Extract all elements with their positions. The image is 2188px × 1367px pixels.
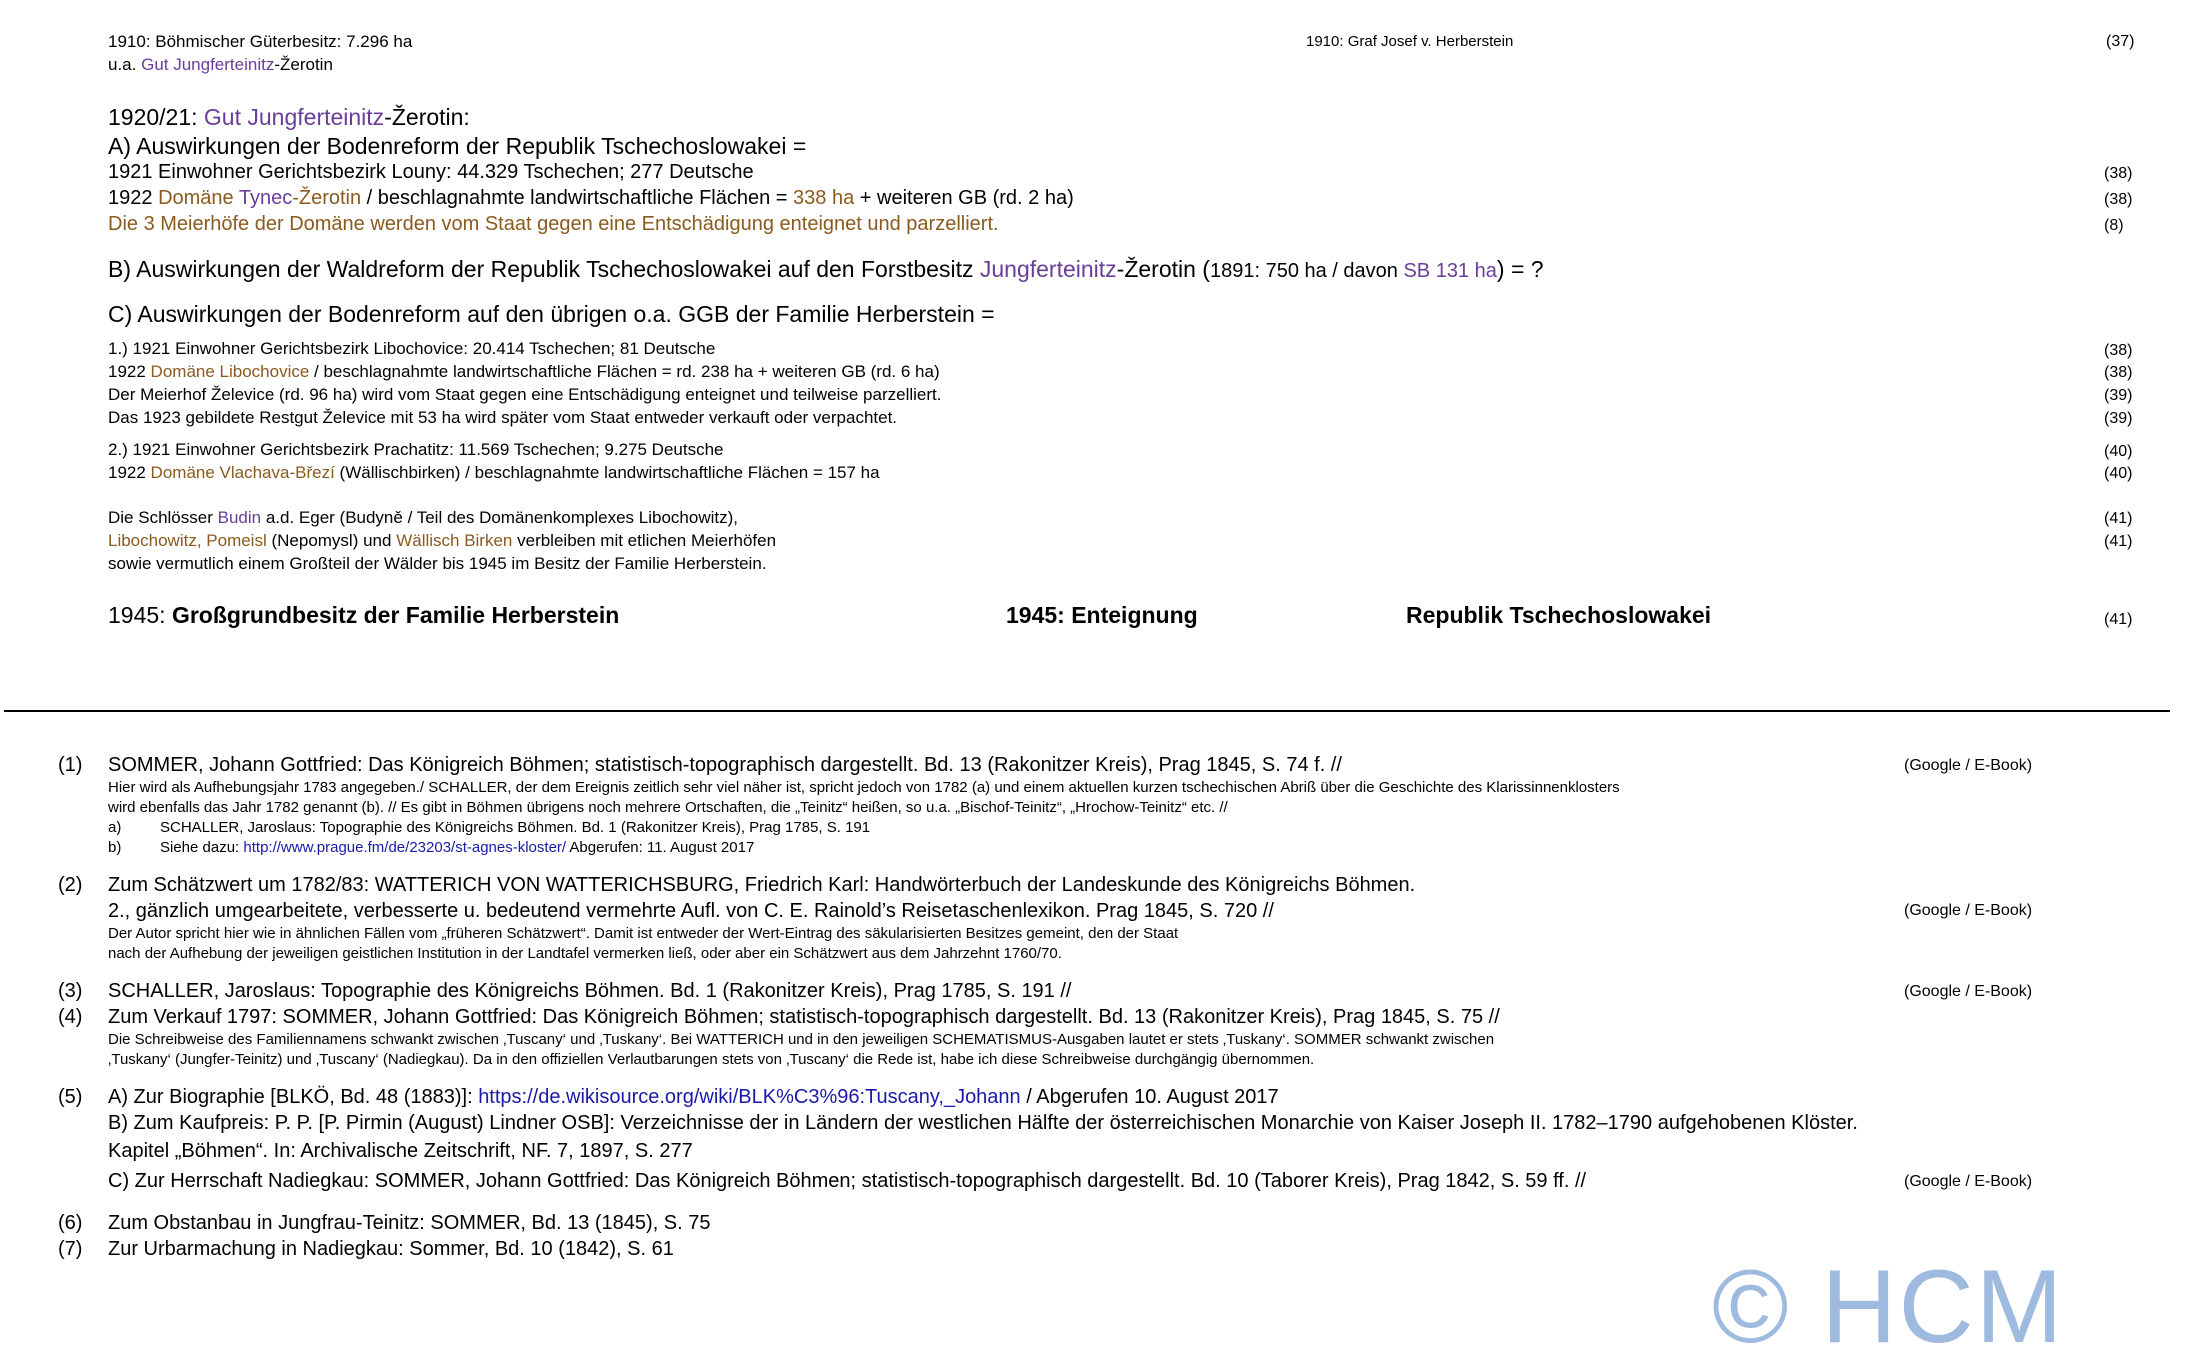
- d-libochowitz-pomeisl: Libochowitz, Pomeisl (Nepomysl) und Wällisch Birken verbleiben mit etlichen Meierhöfen: [108, 531, 777, 550]
- ref-38: (38): [2104, 342, 2133, 359]
- footnote-2-text-2: 2., gänzlich umgearbeitete, verbesserte u. bedeutend vermehrte Aufl. von C. E. Rainold’s Reisetaschenlexikon. Prag 1845, S. 720 //: [108, 900, 1274, 922]
- footnote-5-b: B) Zum Kaufpreis: P. P. [P. Pirmin (August) Lindner OSB]: Verzeichnisse der in Ländern der westlichen Hälfte der österreichischen Monarchie von Kaiser Joseph II. 1782–1790 aufgehobenen Klöster.: [108, 1112, 1858, 1134]
- heading-1920-21: 1920/21: Gut Jungferteinitz-Žerotin:: [108, 104, 470, 130]
- a-meierhoefe: Die 3 Meierhöfe der Domäne werden vom Staat gegen eine Entschädigung enteignet und parzelliert.: [108, 213, 999, 235]
- footnote-6-number: (6): [58, 1212, 83, 1234]
- c-einwohner-libochovice: 1.) 1921 Einwohner Gerichtsbezirk Libochovice: 20.414 Tschechen; 81 Deutsche: [108, 339, 716, 358]
- c-meierhof-zelevice: Der Meierhof Želevice (rd. 96 ha) wird vom Staat gegen eine Entschädigung enteignet und teilweise parzelliert.: [108, 385, 942, 404]
- wikisource-link[interactable]: https://de.wikisource.org/wiki/BLK%C3%96:Tuscany,_Johann: [478, 1086, 1021, 1108]
- footnote-1-number: (1): [58, 754, 83, 776]
- footnote-5-source: (Google / E-Book): [1904, 1173, 2033, 1190]
- footnote-5-number: (5): [58, 1086, 83, 1108]
- footnote-4-sub-1: Die Schreibweise des Familiennamens schwankt zwischen ‚Tuscany‘ und ‚Tuskany‘. Bei WATTERICH und in den jeweiligen SCHEMATISMUS-Ausgaben lautet er stets ‚Tuskany‘. SOMMER schwankt zwischen: [108, 1031, 1495, 1048]
- footnote-7-number: (7): [58, 1238, 83, 1260]
- enteignung-1945: 1945: Enteignung: [1006, 602, 1198, 628]
- section-c-title: C) Auswirkungen der Bodenreform auf den übrigen o.a. GGB der Familie Herberstein =: [108, 301, 995, 327]
- footnote-2-sub-2: nach der Aufhebung der jeweiligen geistlichen Institution in der Landtafel vermerken ließ, oder aber ein Schätzwert aus dem Jahrzehnt 1760/70.: [108, 945, 1062, 962]
- a-domaene-tynec: 1922 Domäne Tynec-Žerotin / beschlagnahmte landwirtschaftliche Flächen = 338 ha + weiteren GB (rd. 2 ha): [108, 187, 1074, 209]
- footnote-3-number: (3): [58, 980, 83, 1002]
- prague-fm-link[interactable]: http://www.prague.fm/de/23203/st-agnes-kloster/: [243, 839, 567, 856]
- footnote-4-sub-2: ‚Tuskany‘ (Jungfer-Teinitz) und ‚Tuscany‘ (Nadiegkau). Da in den offiziellen Verlautbarungen stets von ‚Tuscany‘ die Rede ist, habe ich diese Schreibweise durchgängig übernommen.: [108, 1051, 1315, 1068]
- footnote-3-text: SCHALLER, Jaroslaus: Topographie des Königreichs Böhmen. Bd. 1 (Rakonitzer Kreis), Prag 1785, S. 191 //: [108, 980, 1072, 1002]
- footnote-2-text: Zum Schätzwert um 1782/83: WATTERICH VON WATTERICHSBURG, Friedrich Karl: Handwörterbuch der Landeskunde des Königreichs Böhmen.: [108, 874, 1416, 896]
- ref-41: (41): [2104, 533, 2133, 550]
- footnote-1b-label: b): [108, 839, 122, 856]
- copyright-watermark: © HCM: [1712, 1249, 2065, 1365]
- ref-39: (39): [2104, 410, 2133, 427]
- footnote-5-a: A) Zur Biographie [BLKÖ, Bd. 48 (1883)]: https://de.wikisource.org/wiki/BLK%C3%96:Tuscany,_Johann / Abgerufen 10. August 2017: [108, 1086, 1279, 1108]
- footnote-1a-text: SCHALLER, Jaroslaus: Topographie des Königreichs Böhmen. Bd. 1 (Rakonitzer Kreis), Prag 1785, S. 191: [160, 819, 871, 836]
- line-1910-gueterbesitz: 1910: Böhmischer Güterbesitz: 7.296 ha: [108, 32, 413, 51]
- footnote-4-text: Zum Verkauf 1797: SOMMER, Johann Gottfried: Das Königreich Böhmen; statistisch-topographisch dargestellt. Bd. 13 (Rakonitzer Kreis), Prag 1845, S. 75 //: [108, 1006, 1500, 1028]
- footnote-1-source: (Google / E-Book): [1904, 757, 2033, 774]
- c-restgut-zelevice: Das 1923 gebildete Restgut Želevice mit 53 ha wird später vom Staat entweder verkauft oder verpachtet.: [108, 408, 898, 427]
- ref-38: (38): [2104, 364, 2133, 381]
- line-gut-jungferteinitz: u.a. Gut Jungferteinitz-Žerotin: [108, 55, 333, 74]
- ref-38: (38): [2104, 191, 2133, 208]
- ref-40: (40): [2104, 465, 2133, 482]
- section-divider: [4, 710, 2170, 712]
- ref-37: (37): [2106, 33, 2135, 50]
- footnote-2-number: (2): [58, 874, 83, 896]
- ref-40: (40): [2104, 443, 2133, 460]
- section-a-title: A) Auswirkungen der Bodenreform der Republik Tschechoslowakei =: [108, 133, 807, 159]
- c-domaene-vlachava: 1922 Domäne Vlachava-Březí (Wällischbirken) / beschlagnahmte landwirtschaftliche Flächen = 157 ha: [108, 463, 880, 482]
- c-domaene-libochovice: 1922 Domäne Libochovice / beschlagnahmte landwirtschaftliche Flächen = rd. 238 ha + weiteren GB (rd. 6 ha): [108, 362, 940, 381]
- footnote-1-text: SOMMER, Johann Gottfried: Das Königreich Böhmen; statistisch-topographisch dargestellt. Bd. 13 (Rakonitzer Kreis), Prag 1845, S. 74 f. //: [108, 754, 1342, 776]
- ref-41: (41): [2104, 510, 2133, 527]
- footnote-1b-text: Siehe dazu: http://www.prague.fm/de/23203/st-agnes-kloster/ Abgerufen: 11. August 2017: [160, 839, 755, 856]
- footnote-1-sub-1: Hier wird als Aufhebungsjahr 1783 angegeben./ SCHALLER, der dem Ereignis zeitlich sehr viel näher ist, spricht jedoch von 1782 (a) und einem aktuellen kurzen tschechischen Abriß über die Geschichte des Klarissinnenklosters: [108, 779, 1620, 796]
- d-schloesser-budin: Die Schlösser Budin a.d. Eger (Budyně / Teil des Domänenkomplexes Libochowitz),: [108, 508, 738, 527]
- ref-39: (39): [2104, 387, 2133, 404]
- footnote-6-text: Zum Obstanbau in Jungfrau-Teinitz: SOMMER, Bd. 13 (1845), S. 75: [108, 1212, 711, 1234]
- footnote-1a-label: a): [108, 819, 122, 836]
- heading-1945: 1945: Großgrundbesitz der Familie Herberstein: [108, 602, 620, 628]
- footnote-2-sub-1: Der Autor spricht hier wie in ähnlichen Fällen vom „früheren Schätzwert“. Damit ist entweder der Wert-Eintrag des säkularisierten Besitzes gemeint, den der Staat: [108, 925, 1179, 942]
- footnote-1-sub-2: wird ebenfalls das Jahr 1782 genannt (b). // Es gibt in Böhmen übrigens noch mehrere Ortschaften, die „Teinitz“ heißen, so u.a. „Bischof-Teinitz“, „Hrochow-Teinitz“ etc. //: [108, 799, 1228, 816]
- republik-tschechoslowakei: Republik Tschechoslowakei: [1406, 602, 1712, 628]
- footnote-5-c: C) Zur Herrschaft Nadiegkau: SOMMER, Johann Gottfried: Das Königreich Böhmen; statistisch-topographisch dargestellt. Bd. 10 (Taborer Kreis), Prag 1842, S. 59 ff. //: [108, 1170, 1587, 1192]
- d-waelder-1945: sowie vermutlich einem Großteil der Wälder bis 1945 im Besitz der Familie Herberstein.: [108, 554, 767, 573]
- footnote-4-number: (4): [58, 1006, 83, 1028]
- ref-41: (41): [2104, 611, 2133, 628]
- section-b: B) Auswirkungen der Waldreform der Republik Tschechoslowakei auf den Forstbesitz Jungferteinitz-Žerotin (1891: 750 ha / davon SB 131 ha) = ?: [108, 256, 1544, 282]
- c-einwohner-prachatitz: 2.) 1921 Einwohner Gerichtsbezirk Prachatitz: 11.569 Tschechen; 9.275 Deutsche: [108, 440, 724, 459]
- a-einwohner-louny: 1921 Einwohner Gerichtsbezirk Louny: 44.329 Tschechen; 277 Deutsche: [108, 161, 754, 183]
- ref-8: (8): [2104, 217, 2124, 234]
- owner-1910: 1910: Graf Josef v. Herberstein: [1306, 33, 1514, 50]
- footnote-7-text: Zur Urbarmachung in Nadiegkau: Sommer, Bd. 10 (1842), S. 61: [108, 1238, 674, 1260]
- ref-38: (38): [2104, 165, 2133, 182]
- footnote-5-b-2: Kapitel „Böhmen“. In: Archivalische Zeitschrift, NF. 7, 1897, S. 277: [108, 1140, 693, 1162]
- footnote-2-source: (Google / E-Book): [1904, 902, 2033, 919]
- footnote-3-source: (Google / E-Book): [1904, 983, 2033, 1000]
